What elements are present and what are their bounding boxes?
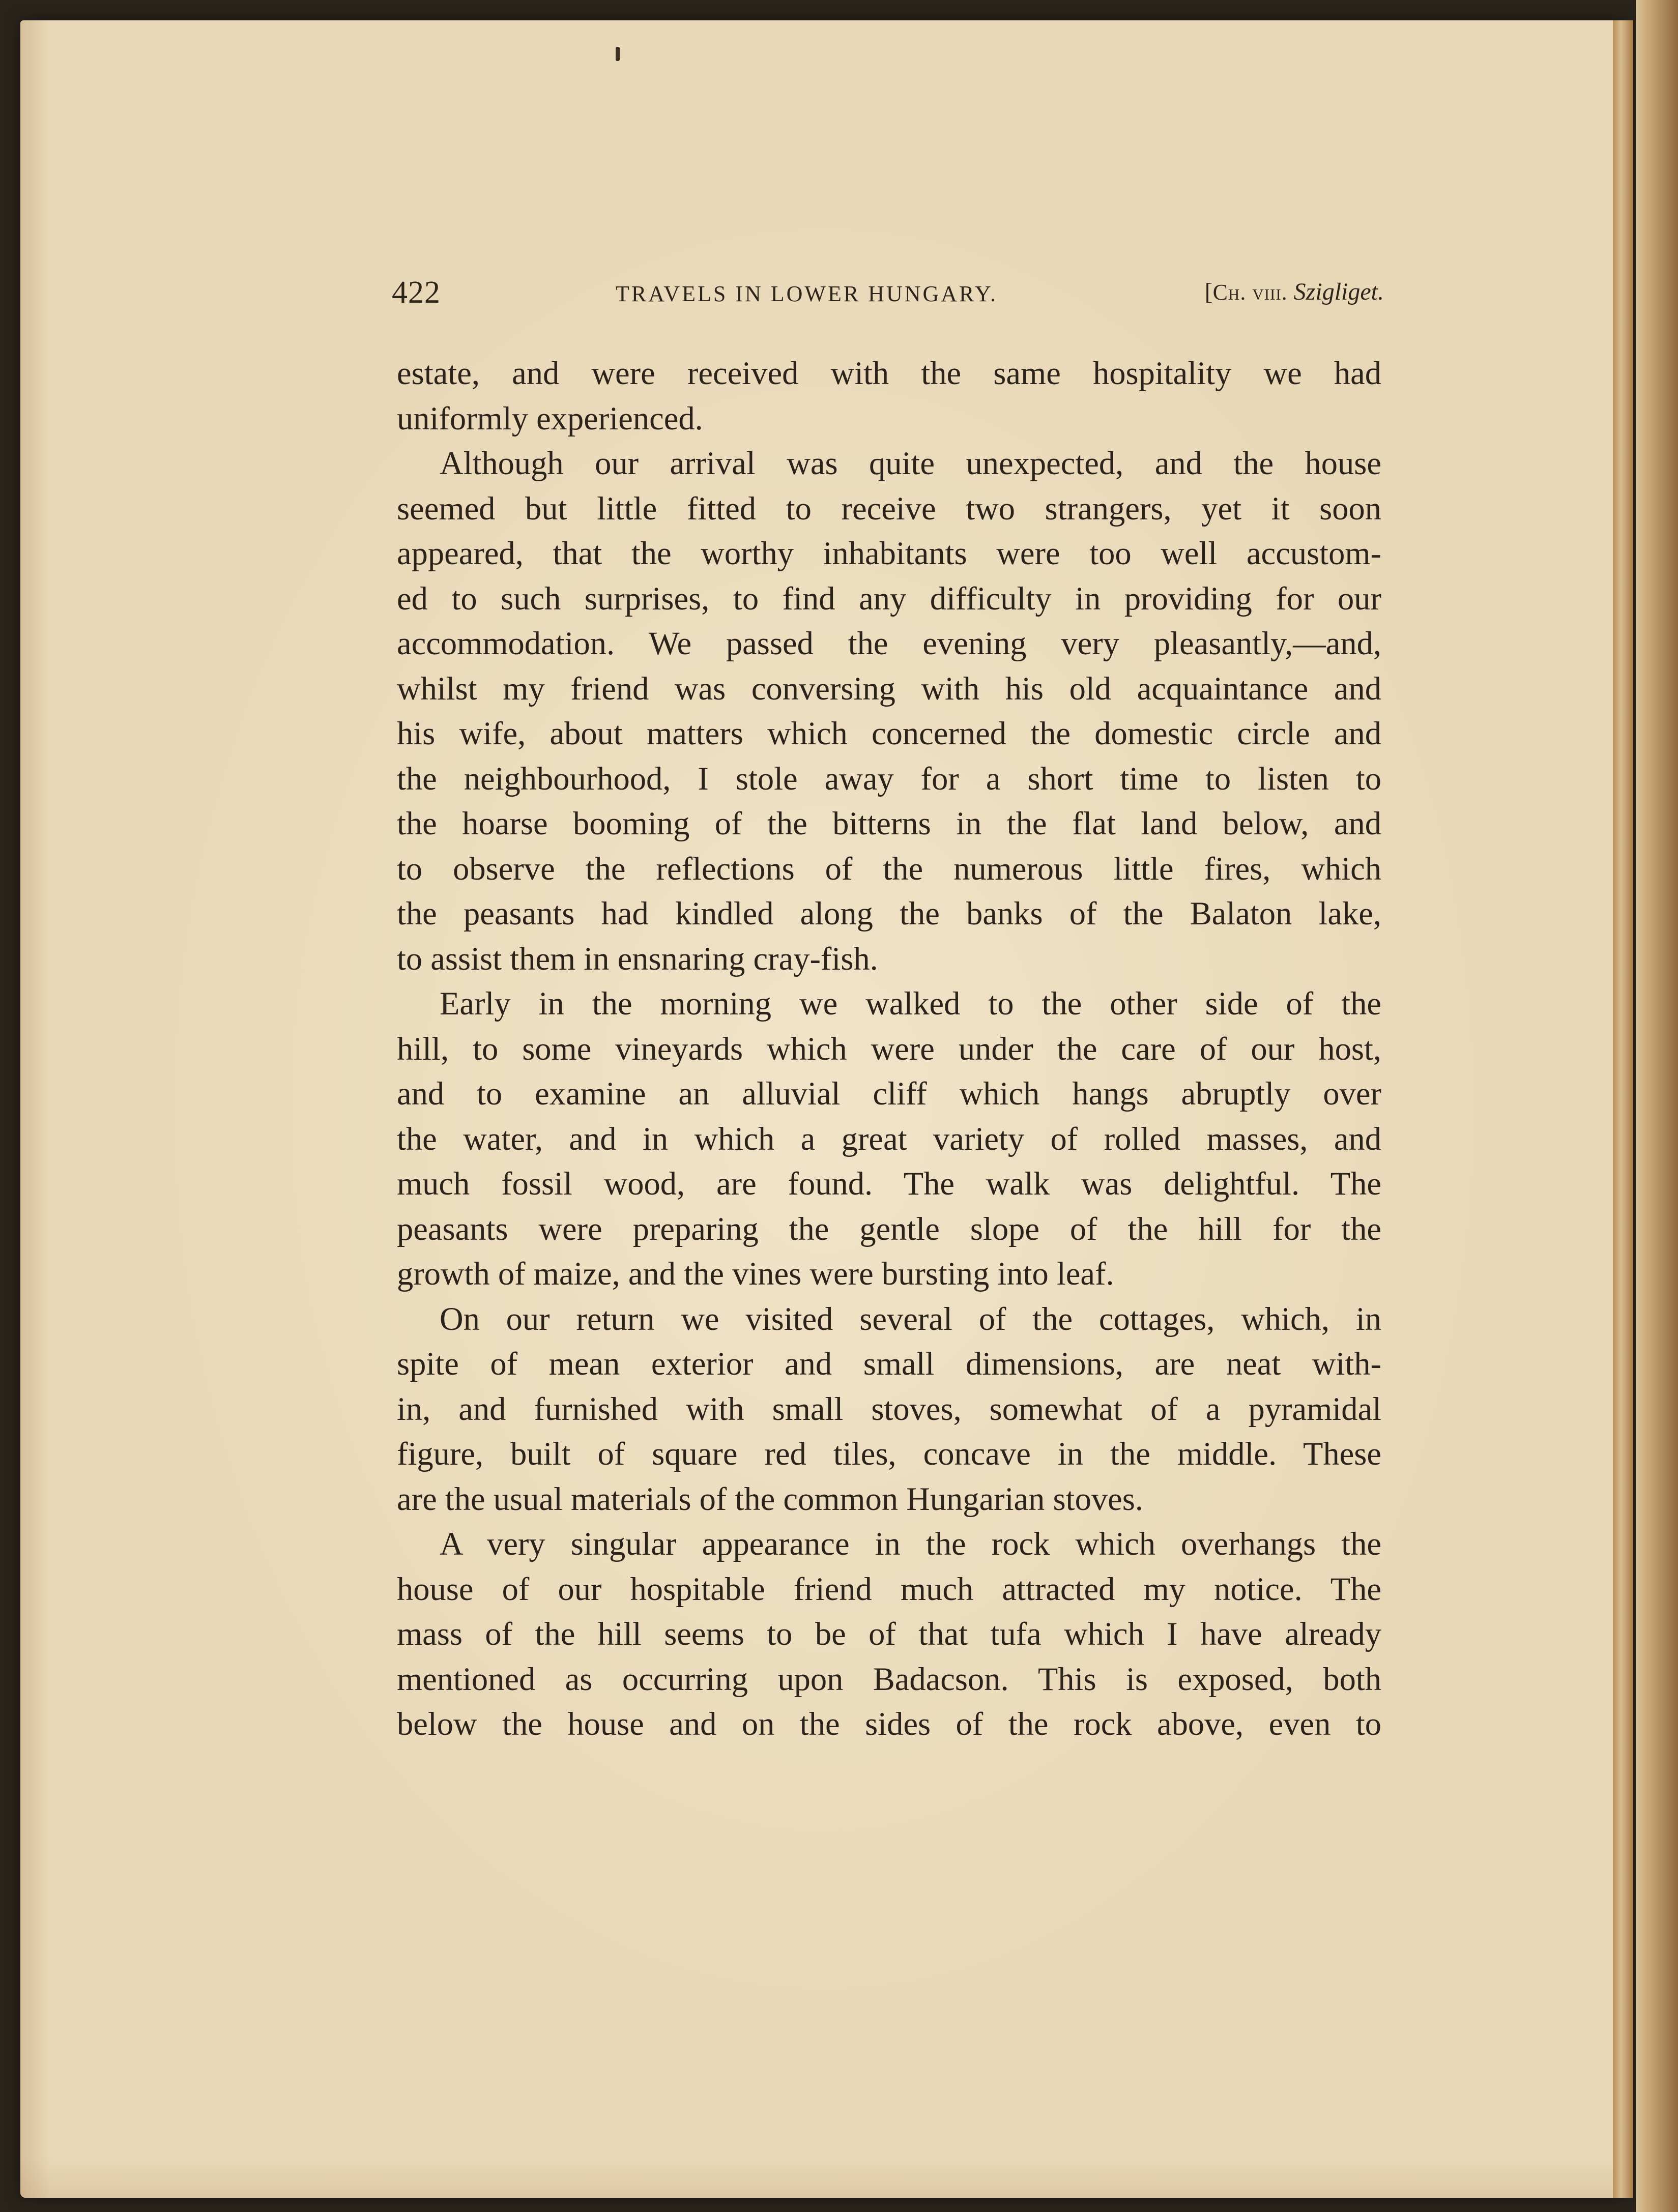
- text-line: On our return we visited several of the cottages, which, in: [440, 1300, 1381, 1337]
- text-line: accommodation. We passed the evening very pleasantly,—and,: [397, 625, 1381, 661]
- page-number: 422: [392, 275, 441, 310]
- text-line: growth of maize, and the vines were bursting into leaf.: [397, 1256, 1114, 1292]
- page-edge: [1613, 20, 1633, 2198]
- text-line: hill, to some vineyards which were under the care of our host,: [397, 1030, 1381, 1067]
- text-line: mentioned as occurring upon Badacson. This is exposed, both: [397, 1661, 1381, 1697]
- text-line: in, and furnished with small stoves, somewhat of a pyramidal: [397, 1390, 1381, 1427]
- book-spine: [1636, 0, 1678, 2212]
- chapter-bracket: [: [1204, 278, 1213, 305]
- text-line: uniformly experienced.: [397, 400, 703, 436]
- text-line: seemed but little fitted to receive two strangers, yet it soon: [397, 490, 1381, 527]
- text-line: are the usual materials of the common Hungarian stoves.: [397, 1480, 1143, 1517]
- text-line: peasants were preparing the gentle slope of the hill for the: [397, 1210, 1381, 1247]
- text-line: to assist them in ensnaring cray-fish.: [397, 940, 878, 977]
- text-line: A very singular appearance in the rock which overhangs the: [440, 1526, 1381, 1562]
- text-line: appeared, that the worthy inhabitants were too well accustom-: [397, 535, 1381, 571]
- text-line: the water, and in which a great variety of rolled masses, and: [397, 1120, 1381, 1157]
- text-line: house of our hospitable friend much attracted my notice. The: [397, 1570, 1381, 1607]
- text-line: the hoarse booming of the bitterns in the flat land below, and: [397, 805, 1381, 841]
- text-line: the peasants had kindled along the banks of the Balaton lake,: [397, 895, 1381, 932]
- text-line: and to examine an alluvial cliff which hangs abruptly over: [397, 1075, 1381, 1112]
- text-line: Early in the morning we walked to the other side of the: [440, 985, 1381, 1022]
- binding-mark: [616, 47, 620, 61]
- text-line: to observe the reflections of the numerous little fires, which: [397, 850, 1381, 887]
- chapter-reference: [1205, 278, 1384, 306]
- text-line: ed to such surprises, to find any difficulty in providing for our: [397, 580, 1381, 617]
- text-line: his wife, about matters which concerned the domestic circle and: [397, 715, 1381, 751]
- text-line: Although our arrival was quite unexpected, and the house: [440, 445, 1381, 481]
- running-title: TRAVELS IN LOWER HUNGARY.: [616, 281, 998, 306]
- text-line: the neighbourhood, I stole away for a short time to listen to: [397, 760, 1381, 797]
- running-header: [392, 275, 1384, 315]
- text-line: much fossil wood, are found. The walk was delightful. The: [397, 1166, 1381, 1202]
- text-line: spite of mean exterior and small dimensions, are neat with-: [397, 1346, 1381, 1382]
- text-line: whilst my friend was conversing with his old acquaintance and: [397, 670, 1381, 707]
- text-line: figure, built of square red tiles, concave in the middle. These: [397, 1436, 1381, 1472]
- text-line: below the house and on the sides of the rock above, even to: [397, 1706, 1381, 1742]
- text-line: estate, and were received with the same hospitality we had: [397, 355, 1381, 391]
- body-text: [397, 351, 1381, 1747]
- text-line: mass of the hill seems to be of that tufa which I have already: [397, 1616, 1381, 1652]
- chapter-place: Szigliget.: [1293, 278, 1384, 305]
- chapter-label: Ch. viii.: [1212, 280, 1288, 305]
